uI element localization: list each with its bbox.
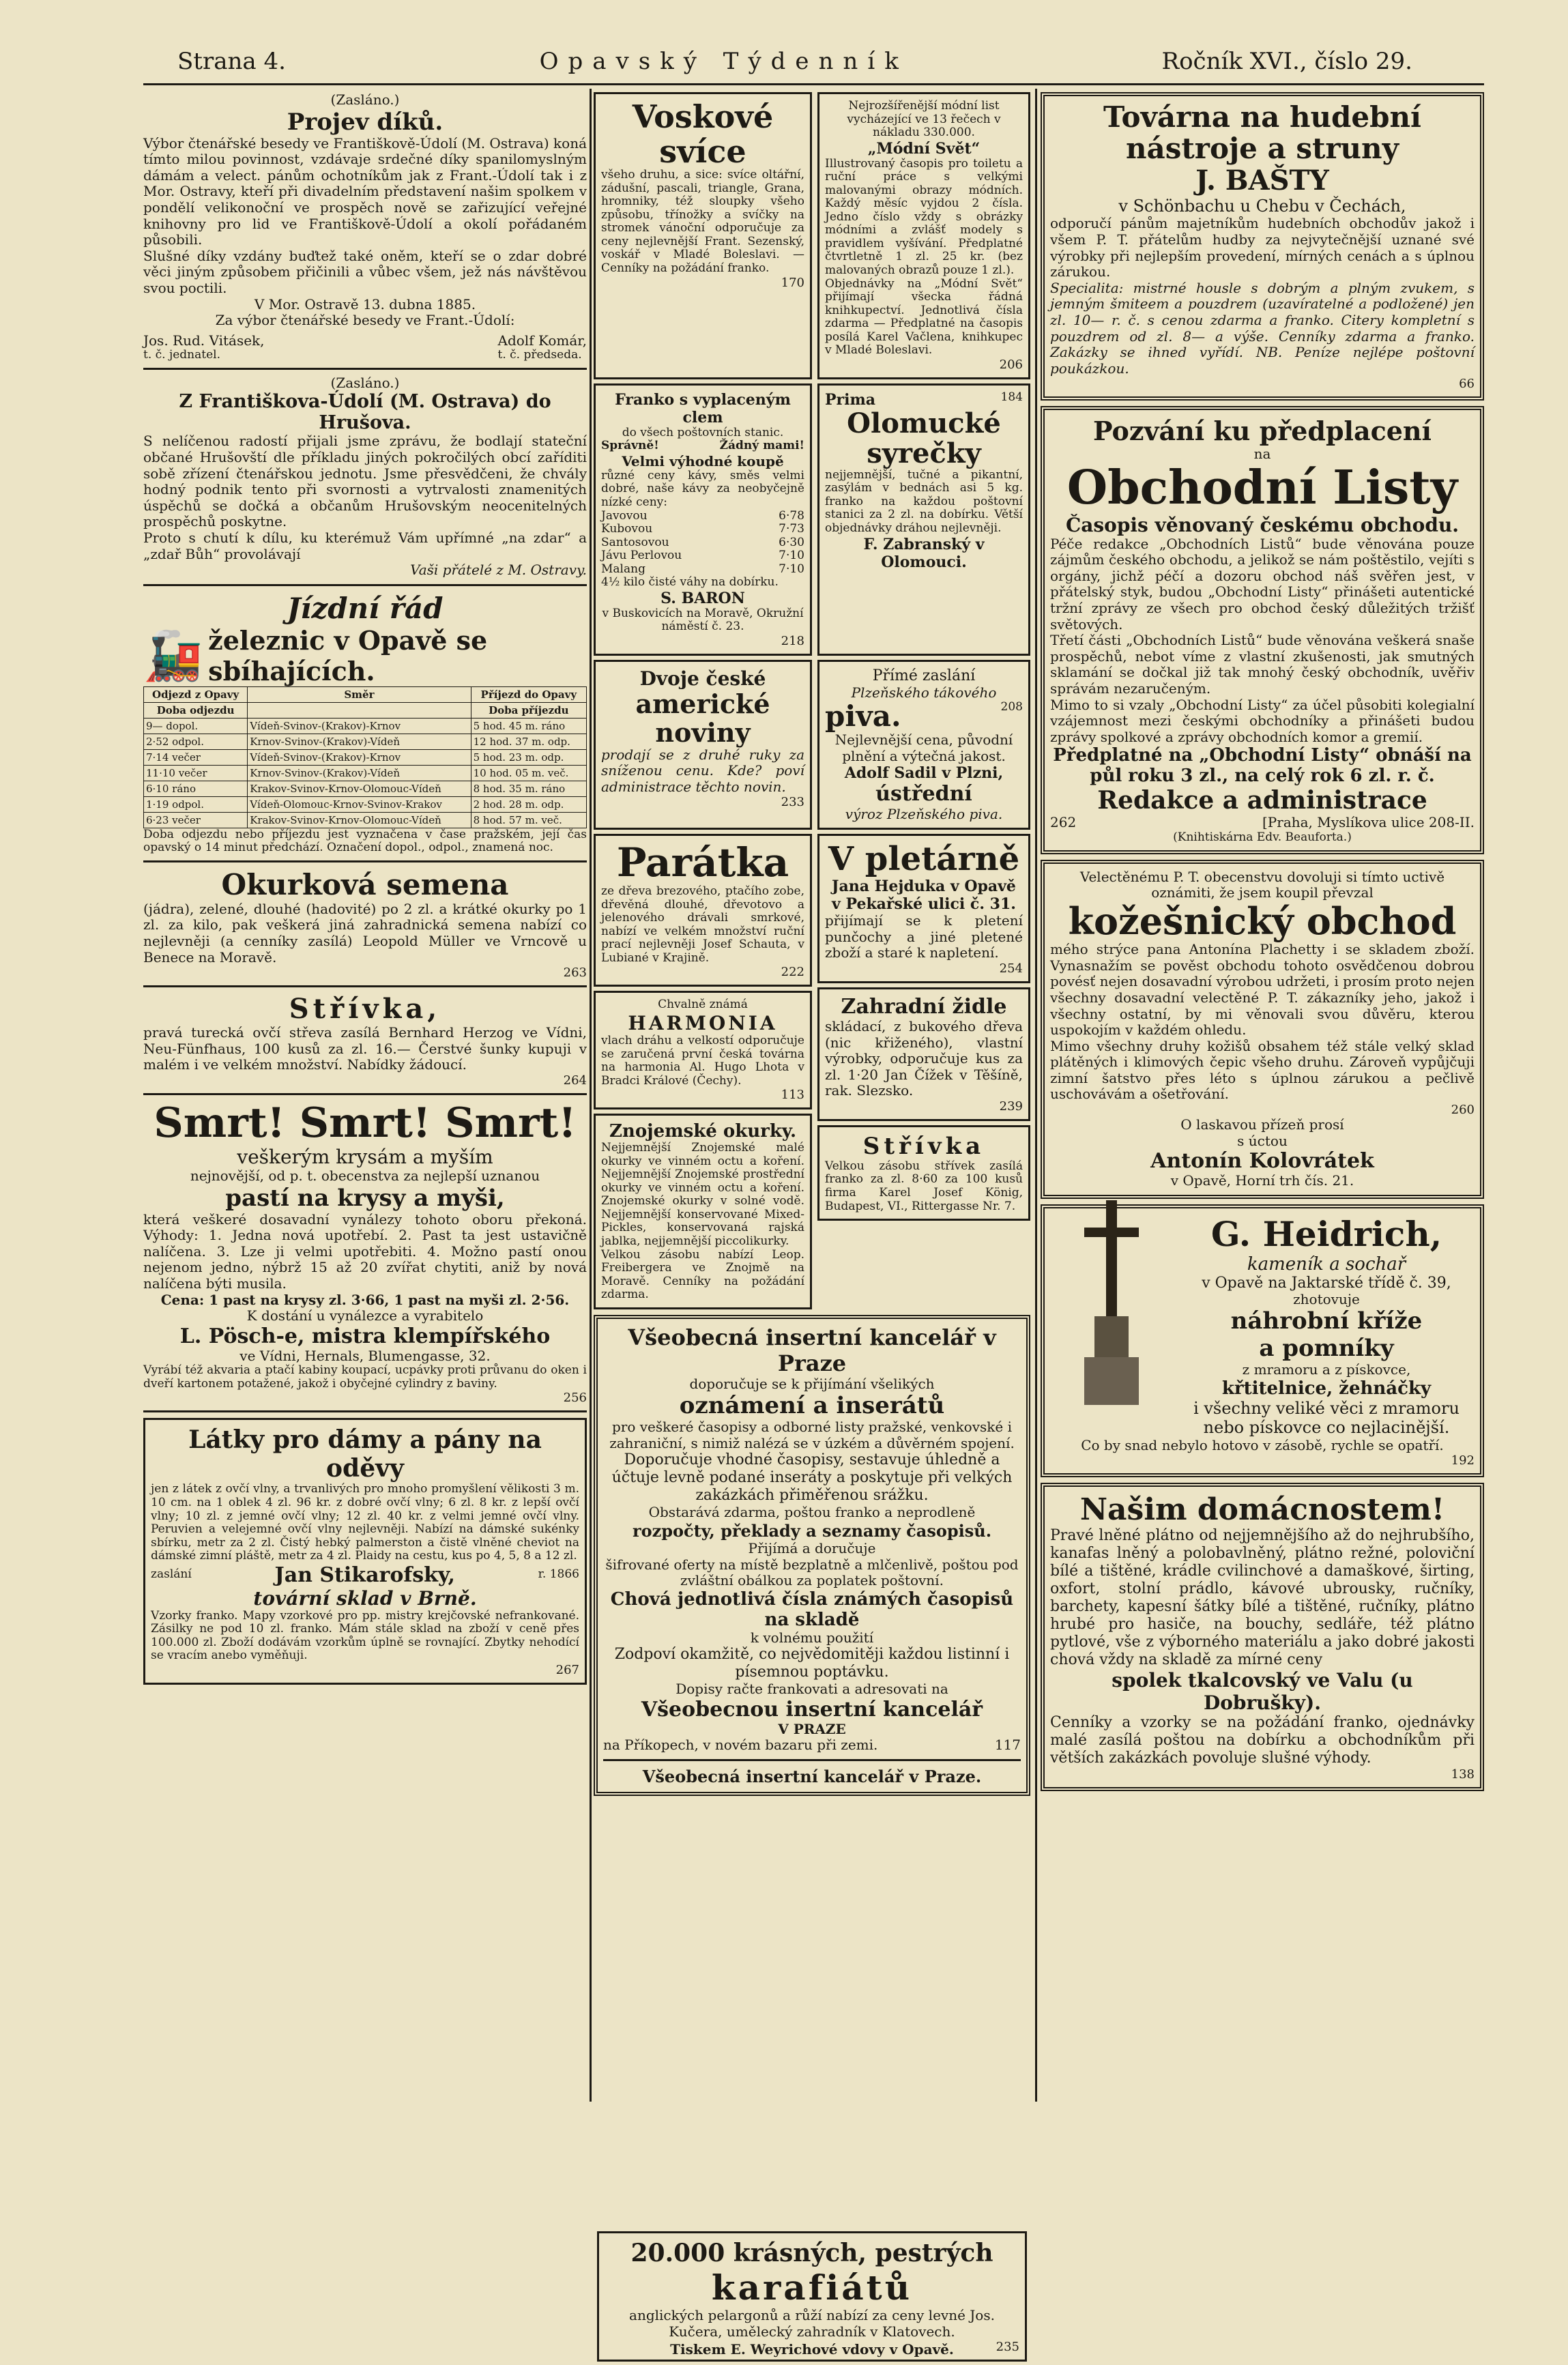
specialita: Specialita: mistrné housle s dobrým a plným zvukem, s jemným šmiteem a pouzdrem (uzavíratelné a podložené) jen zl. 10— r. č. s cenou zdarma a franko. Citery kompletní s pouzdrem od zl. 8— a výše. Cenníky zdarma a franko. Zakázky se ihned vyřídí. NB. Peníze nejlépe poštovní poukázkou. [1050,279,1475,377]
list-item: Jávu Perlovou 7·10 [601,549,804,563]
kozesnicky-ad [1041,860,1484,1199]
strivka2-title: Střívka [862,1132,985,1160]
signatures [143,333,587,362]
vpraze: V PRAZE [778,1720,846,1737]
kozesnicky-title: kožešnický obchod [1068,899,1457,943]
kolov-addr: v Opavě, Horní trh čís. 21. [1170,1172,1354,1189]
spravne: Správně! [601,439,659,453]
karafiatu-number: 235 [996,2340,1019,2355]
kozesnicky-number: 260 [1451,1103,1475,1118]
franko-sub: do všech poštovních stanic. [622,425,784,439]
train-banner [143,625,587,686]
zahradni-title: Zahradní židle [841,994,1007,1019]
tt-col-departure-time: Doba odjezdu [144,702,248,718]
velmi-title: Velmi výhodné koupě [622,452,784,469]
left-stack [594,834,812,1309]
modni-title: „Módní Svět“ [867,139,981,158]
voskove-body: všeho druhu, a sice: svíce oltářní, zádušní, pascali, triangle, Grana, hromniky, též sloupky všeho způsobu, třínožky a svíčky na stromek vánoční odporučuje za ceny nejlevnější Frant. Sezenský, voskář v Mladé Boleslavi. — Cenníky na požádání franko. [601,168,804,276]
modni-tail: Objednávky na „Módní Svět“ přijímají všecka řádná knihkupectví. Jednotlivá čísla zdarma — Předplatné na časopis posílá Karel Vačlena, knihkupec v Mladé Boleslavi. [825,276,1023,358]
pozvani: Pozvání ku předplacení [1092,416,1432,447]
smrt-title: Smrt! Smrt! Smrt! [154,1099,577,1148]
pivo-body: Nejlevnější cena, původní plnění a výtečná jakost. [834,731,1013,764]
baron-number: 218 [781,633,804,648]
schon-body: odporučí pánům majetníkům hudebních obchodův jakož i všem P. T. přátelům hudby za nejvytečnější uznané své výrobky při nejlepším provedení, mírných cenách a s úplnou zárukou. [1050,215,1475,280]
pivo-ad [817,660,1030,830]
knahl: k volnému použití [750,1629,874,1646]
paratka-body: ze dřeva brezového, ptačího zobe, dřevěná dlouhé, dřevotovo a jelenového drávali smrkové, nabízí ve velkém množství ruční prací nejlevněji Josef Schauta, v Lubiané v Krajině. [601,884,804,965]
paratka-ad [594,834,812,987]
vseob-body: pro veškeré časopisy a odborné listy pražské, venkovské i zahraniční, s nimiž nalézá se v úzkém a důvěrném spojení. [609,1419,1015,1451]
column-rule-1 [590,89,592,2102]
predplatne: Předplatné na „Obchodní Listy“ obnáší na půl roku 3 zl., na celý rok 6 zl. r. č. [1053,745,1472,787]
smrt-body: která veškeré dosavadní vynálezy tohoto oboru překoná. Výhody: 1. Jedna nová upotřebí. 2. Past ta jest ustavičně nalíčena. 3. Lze ji velmi upotřebiti. 4. Možno pastí onou nejenom jedno, nýbrž 15 až 20 zvířat chytiti, aniž by nová nalíčena býti musila. [143,1210,587,1292]
basty-name: J. BAŠTY [1195,164,1329,197]
modni-svet-ad [817,92,1030,379]
apomniky: a pomníky [1259,1335,1394,1363]
redakce: Redakce a administrace [1097,786,1427,815]
oznameni: oznámení a inserátů [679,1392,945,1420]
zaslano-label: (Zasláno.) [330,91,400,108]
kulk: (Knihtiskárna Edv. Beauforta.) [1173,830,1352,845]
prikopech: na Příkopech, v novém bazaru při zemi. [603,1737,878,1754]
paratka-title: Parátka [616,839,789,886]
prima-label: Prima [825,390,876,409]
baron-name: S. BARON [660,589,745,607]
projev-date: V Mor. Ostravě 13. dubna 1885. [254,295,476,313]
strivka-body: pravá turecká ovčí střeva zasílá Bernhard Herzog ve Vídni, Neu-Fünfhaus, 100 kusů za zl. 16.— Čerstvé šunky kupuji v malém i ve velkém množství. Nabídky žádoucí. [143,1024,587,1073]
kozesnicky-body: mého strýce pana Antonína Plachetty i se skladem zboží. Vynasnažím se pověst obchodu tohoto osvědčenou dobrou povésť nejen dosavadní výrobou udržeti, i prosím proto nejen všechny dosavadní velectěné P. T. zákazníky jeho, jakož i všechny ostatní, by mi věnovali svou důvěru, kterou uspokojím v každém ohledu. [1050,941,1475,1039]
table-row: 11·10 večer Krnov-Svinov-(Krakov)-Vídeň 10 hod. 05 m. več. [144,765,587,781]
znojemske-body: Nejjemnější Znojemské malé okurky ve vinném octu a koření. Nejjemnější Znojemské prostřední okurky ve vinném octu a koření. Znojemské okurky v solné vodě. Nejjemnější konservované Mixed-Pickles, konservovaná rajská jablka, nejjemnější piccolikurky. [601,1141,804,1248]
tovarna-title: Továrna na hudební nástroje a struny [1103,100,1421,166]
nasim-body: Pravé lněné plátno od nejjemnějšího až do nejhrubšího, kanafas lněný a polobavlněný, plátno režné, poloviční bílé a tištěné, krádle cvilinchové a damaškové, širting, oxfort, stolní prádlo, kávové ubrousky, ručníky, barchety, kapesní šátky bílé a tištěné, ručníky, plátno hrubé pro hasiče, na bouchy, sedláře, též plátno pytlové, vše z výborného materiálu a jako dobré jakosti chová vždy na skladě za mírné ceny [1050,1527,1475,1668]
kolovratek: Antonín Kolovrátek [1150,1149,1374,1174]
na-label: na [1253,446,1271,463]
dopisy: Dopisy račte frankovati a adresovati na [676,1681,948,1698]
karafiatu-body: anglických pelargonů a růží nabízí za ceny levné Jos. Kučera, umělecký zahradník v Klatovech. [629,2307,995,2340]
olomucke-title: Olomucké syrečky [847,407,1001,469]
karafiatu-head: 20.000 krásných, pestrých [630,2239,993,2267]
timetable [143,686,587,828]
signature-left: Jos. Rud. Vitásek, [143,332,265,349]
list-item: Javovou 6·78 [601,508,804,523]
laskavou: O laskavou přízeň prosí [1180,1116,1344,1133]
column-1 [143,92,587,1685]
paratka-number: 222 [781,965,804,980]
franko-title: Franko s vyplaceným clem [615,390,791,426]
zmramoru: z mramoru a z pískovce, [1242,1361,1411,1378]
zahradni-number: 239 [999,1099,1023,1114]
tt-col-arrival-time: Doba příjezdu [471,702,586,718]
strivka-title: Střívka, [289,993,441,1026]
projev-body-2: Slušné díky vzdány buďtež také oněm, kteří se o zdar dobré věci jiným způsobem přičinili a vůbec všem, jež nás návštěvou svou poctili. [143,247,587,296]
hejduka-number: 254 [999,961,1023,976]
schon: v Schönbachu u Chebu v Čechách, [1118,197,1406,216]
americke-title: americké noviny [635,688,770,748]
obchodni-title: Obchodní Listy [1066,460,1458,515]
list-item: Kubovou 7·73 [601,522,804,536]
timetable-note: Doba odjezdu nebo příjezdu jest vyznačena v čase pražském, její čas opavský o 14 minut předchází. Označení dopol., odpol., znamená noc. [143,827,587,855]
baron-address: v Buskovicích na Moravě, Okružní náměstí č. 23. [602,606,804,634]
sifr: šifrované oferty na místě bezplatně a mlčenlivě, poštou pod zvláštní obálkou za poplatek poštovní. [605,1556,1019,1589]
posch-address: ve Vídni, Hernals, Blumengasse, 32. [239,1347,491,1364]
latky-body: jen z látek z ovčí vlny, a trvanlivých pro mnoho promyšlení vělikosti 3 m. 10 cm. na 1 oblek 4 zl. 96 kr. z dobré ovčí vlny; 6 zl. 8 kr. z lepší ovčí vlny; 10 zl. z jemné ovčí vlny; 12 zl. 40 kr. z velmi jemné ovčí vlny. Peruvien a velejemné ovčí vlny nejlevněji. Nabízí na dámské sukénky sbírku, metr za 2 zl. Čistý hebký palmerston a čistě vlněné cheviot na dámské zimní pláště, metr za 4 zl. Plaidy na cestu, kus po 4, 5, 8 a 12 zl. [151,1482,579,1563]
sadil-name: Adolf Sadil v Plzni, [844,764,1004,783]
heid-addr: v Opavě na Jaktarské třídě č. 39, [1202,1274,1451,1292]
ustredni: ústřední [875,782,972,807]
modni-body: Illustrovaný časopis pro toiletu a ruční práce s velkými malovanými obrazy módních. Každý měsíc vyjdou 2 čísla. Jedno číslo vždy s obrázky módními a zvlášť modely s pravidlem vyšívání. Předplatné čtvrtletně 1 zl. 25 kr. (bez malovaných obrazů pouze 1 zl.). [825,156,1023,278]
kozesnicky-body-2: Mimo všechny druhy kožišů obsahem též stále velký sklad plátěných i klimových čepic všeho druhu. Zároveň vypůjčuji zimní šatstvo přes léto s úplnou zárukou a pečlivě uschovávám a ošetřování. [1050,1037,1475,1103]
projev-sign: Za výbor čtenářské besedy ve Frant.-Údolí: [215,312,515,329]
casopis-body-2: Třetí části „Obchodních Listů“ bude věnována veškerá snaše prospěchů, nebot víme z vlastní zkušenosti, jak smutných sklamání se dočkal již tak mnohý český obchodník, uvěřiv správám nezaručeným. [1050,632,1475,697]
sucton: s úctou [1237,1132,1288,1149]
chvalne: Chvalně známá [658,998,748,1012]
prima-number: 184 [1000,390,1023,404]
harmonia-ad [594,991,812,1109]
signature-right: Adolf Komár, [497,332,587,349]
modni-lead: Nejrozšířenější módní list vycházející ve 13 řečech v nákladu 330.000. [847,99,1001,140]
zadny: Žádný mami! [719,439,804,453]
doporucuje: Doporučuje vhodné časopisy, sestavuje úhledně a účtuje levně podané inseráty a poskytuje při velkých zakázkách přiměřenou srážku. [611,1451,1013,1505]
spolek-number: 138 [1451,1767,1475,1782]
signature-left-role: t. č. jednatel. [143,348,220,362]
cross-monument-icon [1050,1214,1173,1391]
znojemske-ad [594,1114,812,1309]
vseob-sub: doporučuje se k přijímání všelikých [689,1375,935,1392]
znojemske-tail: Velkou zásobu nabízí Leop. Freibergera ve Znojmě na Moravě. Cenníky na požádání zdarma. [601,1247,804,1302]
olomucke-ad [817,383,1030,656]
hrusov-body-2: Proto s chutí k dílu, ku kterémuž Vám upřímné „na zdar“ a „zdař Bůh“ provolávají [143,529,587,562]
table-row: 2·52 odpol. Krnov-Svinov-(Krakov)-Vídeň 12 hod. 37 m. odp. [144,734,587,749]
zabransky: F. Zabranský v Olomouci. [863,535,985,571]
tt-head-departure: Odjezd z Opavy [144,686,248,702]
latky-firm: Jan Stikarofsky, [274,1563,455,1587]
strivka2-ad [817,1125,1030,1221]
okurkova-number: 263 [563,966,587,981]
column-2 [594,92,1030,1796]
heid-number: 192 [1451,1453,1475,1468]
casopis-body-3: Mimo to si vzaly „Obchodní Listy“ za účel působiti kolegialní vzájemnost mezi českými obchodníky a přinášeti budou zprávy spolkové a zprávy obchodních komor a gremií. [1050,696,1475,745]
jizdni-rad-title: Jízdní řád [287,591,444,625]
baron-coffee-ad [594,383,812,656]
prime-title: Přímé zaslání [872,667,976,684]
table-row: 6·23 večer Krakov-Svinov-Krnov-Olomouc-Vídeň 8 hod. 57 m. več. [144,812,587,828]
hejduka-body: přijímají se k pletení punčochy a jiné pletené zboží a staré k napletení. [825,912,1023,961]
zodpovi: Zodpoví okamžitě, co nejvědomitěji každou listinní i písemnou poptávku. [614,1646,1010,1681]
posch-number: 256 [563,1391,587,1406]
plzen-label: Plzeňského tákového [851,684,997,701]
znojemske-title: Znojemské okurky. [609,1121,797,1142]
hrusov-sign: Vaši přátelé z M. Ostravy. [410,562,587,579]
latky-number: r. 1866 [538,1567,579,1582]
heidrich-ad [1041,1204,1484,1477]
casopis-body: Péče redakce „Obchodních Listů“ bude věnována pouze zájmům českého obchodu, a jelikož se nám poštěstilo, vejíti s orgány, jichž péčí a dozoru obchod náš svěřen jest, v přátelský styk, budou „Obchodní Listy“ přinášeti autentické tržní zprávy ze všech pro obchod český důležitých tržišť světových. [1050,535,1475,633]
voskove-ad [594,92,812,379]
hrusov-body: S nelíčenou radostí přijali jsme zprávu, že bodlají stateční občané Hrušovští dle příkladu jiných pokročilých obcí zaříditi sobě zřízení čtenářskou jednotu. Jsme přesvědčeni, že chvály hodný podnik tento při svornosti a vytrvalosti znamenitých úspěchů se dočká a občanům Hrušovským neocenitelných prospěchů poskytne. [143,433,587,530]
table-row: 7·14 večer Vídeň-Svinov-(Krakov)-Krnov 5 hod. 23 m. odp. [144,749,587,765]
latky-end: 267 [555,1662,579,1677]
projev-body: Výbor čtenářské besedy ve Františkově-Údolí (M. Ostrava) koná tímto milou povinnost, vzdávaje srdečné díky spanilomyslným dámám a velect. pánům ochotníkům jak z Frant.-Údolí tak i z Mor. Ostravy, kteří při divadelním představení našim spolkem v pondělí velikonoční ve prospěch nově se zařizující veřejné knihovny pro lid ve Františkově-Údolí a okolí pořádaném působili. [143,134,587,248]
vsechny: i všechny veliké věci z mramoru nebo pískovce co nejlacinější. [1193,1399,1460,1438]
latky-tail: Vzorky franko. Mapy vzorkové pro pp. mistry krejčovské nefrankované. Zásilky ne pod 10 zl. franko. Mám stále sklad na zboží v ceně přes 100.000 zl. Zboží dodávám vzorkům úplně se rovnající. Zbytky nehodící se vracím anebo vyměňuji. [151,1608,579,1663]
smrt-price: Cena: 1 past na krysy zl. 3·66, 1 past na myši zl. 2·56. [160,1291,570,1308]
americke-body: prodají se z druhé ruky za sníženou cenu. Kde? poví administrace těchto novin. [601,746,804,795]
smrt-dostani: K dostání u vynálezce a vyrabitelo [246,1307,484,1324]
latky-title: Látky pro dámy a pány na oděvy [188,1425,542,1483]
prijima: Přijímá a doručuje [748,1539,876,1556]
okurkova-body: (jádra), zelené, dlouhé (hadovité) po 2 zl. a krátké okurky po 1 zl. za kilo, pak veškerá jiná zahradnická semena nabízí co nejlevněji (a cenníky zasílá) Leopold Müller ve Vrncově u Benece na Moravě. [143,900,587,966]
kamenar: kameník a sochař [1247,1253,1406,1275]
hrusov-title: Z Františkova-Údolí (M. Ostrava) do Hrušova. [179,391,551,434]
spolek-body: Cenníky a vzorky se na požádání franko, ojednávky malé zasílá poštou na dobírku a obchodníkům při větších zakázkách povoluje slušné výhody. [1050,1713,1475,1767]
smrt-sub: veškerým krysám a myším [237,1146,493,1169]
latky-ad [143,1418,587,1684]
voskove-number: 170 [781,275,804,290]
strivka-number: 264 [563,1073,587,1088]
pivo-title: piva. [825,699,901,733]
americke-number: 233 [781,795,804,810]
vyroz: výroz Plzeňského piva. [845,806,1003,823]
harmonia-number: 113 [781,1088,804,1103]
zhotovuje: zhotovuje [1293,1290,1360,1307]
vseob-number: 117 [994,1737,1021,1754]
obstara: Obstarává zdarma, poštou franko a neprodleně [648,1504,976,1521]
signature-right-role: t. č. předseda. [497,348,582,362]
rozpocty: rozpočty, překlady a seznamy časopisů. [632,1520,992,1541]
nasim-title: Našim domácnostem! [1079,1492,1445,1528]
velect: Velectěnému P. T. obecenstvu dovoluji si tímto uctivě oznámiti, že jsem koupil převzal [1079,868,1445,901]
casopis-title: Časopis věnovaný českému obchodu. [1065,513,1460,536]
olomucke-body: nejjemnější, tučné a pikantní, zasýlám v bednách asi 5 kg. franko na každou poštovní stanici za 2 zl. na dobírku. Větší objednávky dráhou nejlevněji. [825,467,1023,536]
volume-number: Ročník XVI., číslo 29. [1161,48,1412,75]
printer-note: Tiskem E. Weyrichové vdovy v Opavě. [670,2341,954,2357]
column-rule-2 [1035,89,1037,2102]
zahradni-body: skládací, z bukového dřeva (nic křiženého), vlastní výrobky, odporučuje kus za zl. 1·20 Jan Čížek v Těšíně, rak. Slezsko. [825,1017,1023,1099]
pivo-number: 208 [1000,699,1023,714]
page-number: Strana 4. [177,48,286,75]
tt-head-direction: Směr [248,686,471,702]
zaslano-label-2: (Zasláno.) [330,374,400,391]
kavy-note: 4½ kilo čisté váhy na dobírku. [601,575,779,590]
americke-ad [594,660,812,830]
praha: [Praha, Myslíkova ulice 208-II. [1262,814,1475,831]
modni-number: 206 [999,357,1023,372]
dvoje-ceske: Dvoje české [639,667,766,690]
redakce-number: 262 [1050,814,1077,831]
zeleznic-title: železnic v Opavě se sbíhajících. [208,624,488,686]
latky-left-label: zaslání [151,1567,192,1582]
heid-tail: Co by snad nebylo hotovo v zásobě, rychle se opatří. [1081,1436,1444,1453]
harmonia-title: HARMONIA [628,1011,778,1034]
basty-ad [1041,92,1484,401]
tt-head-arrival: Příjezd do Opavy [471,686,586,702]
header-rule [143,83,1484,85]
nahrobni: náhrobní kříže [1230,1307,1423,1335]
harmonia-body: vlach dráhu a velkostí odporučuje se zaručená první česká továrna na harmonia Al. Hugo Lhota v Bradci Králové (Čechy). [601,1033,804,1088]
locomotive-icon: 🚂 [143,627,203,684]
right-stack [817,834,1030,1309]
spolek: spolek tkalcovský ve Valu (u Dobrušky). [1112,1668,1413,1714]
vseob3: Všeobecná insertní kancelář v Praze. [642,1767,982,1786]
column-3 [1041,92,1484,1791]
okurkova-title: Okurková semena [221,867,509,901]
strivka2-body: Velkou zásobu střívek zasílá franko za zl. 8·60 za 100 kusů firma Karel Josef König, Budapest, VI., Rittergasse Nr. 7. [825,1159,1023,1213]
hejduka: Jana Hejduka v Opavě v Pekařské ulici č. 31. [832,877,1016,914]
pletarne-title: V pletárně [828,840,1020,879]
smrt-big: pastí na krysy a myši, [225,1184,505,1212]
smrt-sub-2: nejnovější, od p. t. obecenstva za nejlepší uznanou [190,1167,540,1185]
insertni-ad [594,1315,1030,1796]
nasim-ad [1041,1483,1484,1790]
list-item: Santosovou 6·30 [601,535,804,549]
karafiatu-title: karafiátů [711,2267,913,2308]
obchodni-listy-ad [1041,406,1484,854]
velmi-body: různé ceny kávy, směs velmi dobré, naše kávy za neobyčejně nízké ceny: [601,468,804,510]
pletarne-ad [817,834,1030,983]
posch-body: Vyrábí též akvaria a ptačí kabiny koupací, ucpávky proti průvanu do oken i dveří kartonem potažené, jakož i obyčejné cylindry z baviny. [143,1363,587,1391]
projev-title: Projev díků. [287,108,444,136]
vseob-title: Všeobecná insertní kancelář v Praze [628,1324,996,1376]
posch-name: L. Pösch-e, mistra klempířského [179,1324,551,1348]
table-row: 9— dopol. Vídeň-Svinov-(Krakov)-Krnov 5 hod. 45 m. ráno [144,718,587,734]
vseob2: Všeobecnou insertní kancelář [641,1697,983,1722]
newspaper-title: Opavský Týdenník [539,48,908,75]
latky-firm-2: tovární sklad v Brně. [253,1586,477,1610]
krtitelnice: křtitelnice, žehnáčky [1221,1378,1432,1399]
table-row: 1·19 odpol. Vídeň-Olomouc-Krnov-Svinov-Krakov 2 hod. 28 m. odp. [144,796,587,812]
zidle-ad [817,987,1030,1121]
table-row: 6·10 ráno Krakov-Svinov-Krnov-Olomouc-Vídeň 8 hod. 35 m. ráno [144,781,587,796]
heidrich-name: G. Heidrich, [1210,1213,1442,1254]
page-header [177,41,1412,82]
list-item: Malang 7·10 [601,562,804,576]
voskove-title: Voskové svíce [632,98,774,170]
chova: Chová jednotlivá čísla známých časopisů na skladě [610,1588,1014,1630]
tovarna-number: 66 [1459,377,1475,392]
